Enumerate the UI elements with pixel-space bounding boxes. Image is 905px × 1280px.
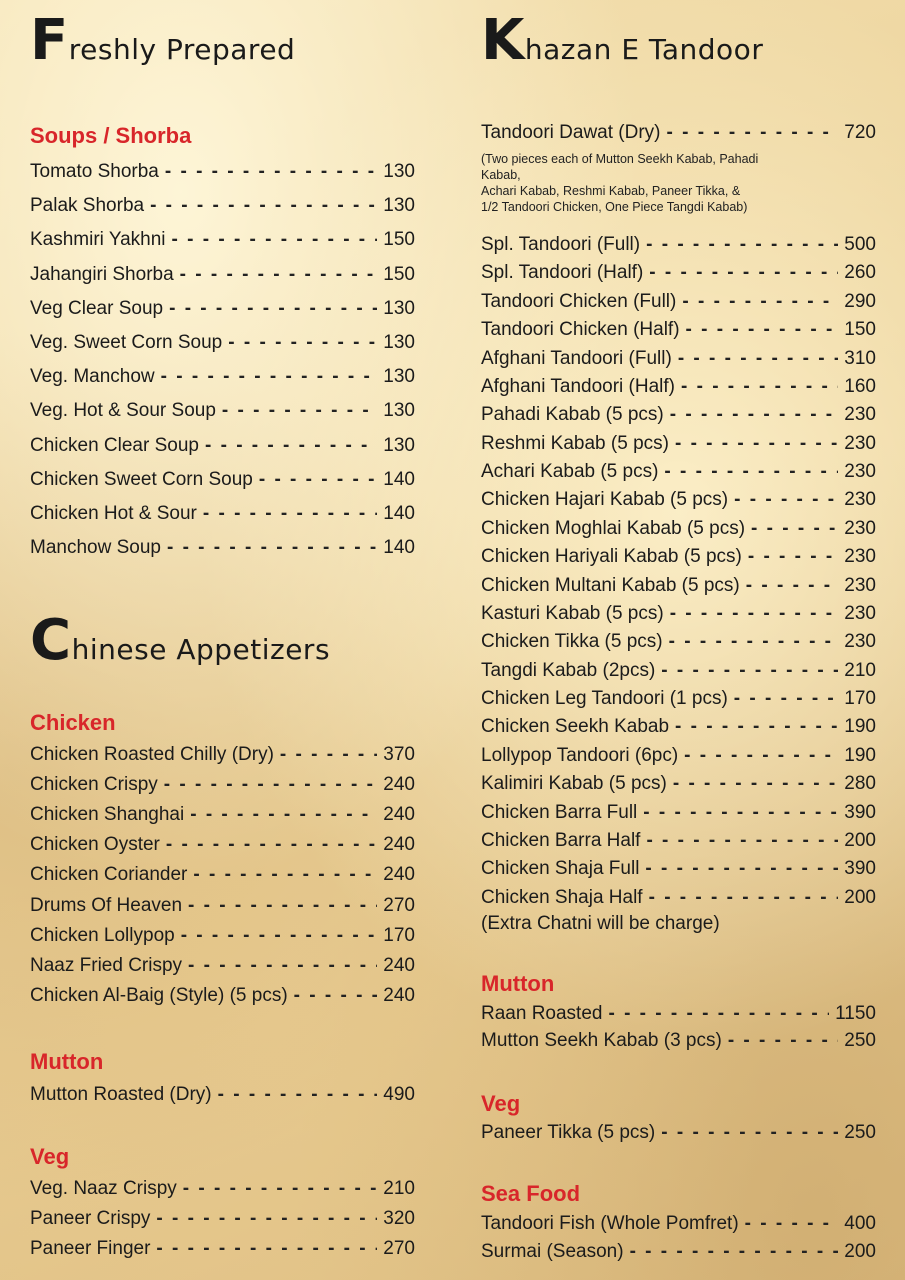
- leader-dots: [686, 319, 839, 341]
- menu-item: [481, 233, 876, 257]
- item-name: Chicken Coriander: [30, 864, 188, 886]
- item-price: 230: [844, 631, 876, 653]
- item-price: 190: [844, 744, 876, 766]
- item-price: 200: [844, 829, 876, 851]
- item-price: 210: [844, 659, 876, 681]
- leader-dots: [661, 1122, 838, 1144]
- item-name: Drums Of Heaven: [30, 894, 183, 916]
- menu-item: [30, 536, 415, 560]
- leader-dots: [280, 744, 377, 766]
- item-price: 270: [383, 894, 415, 916]
- leader-dots: [166, 834, 377, 856]
- menu-item: [30, 773, 415, 797]
- leader-dots: [164, 774, 378, 796]
- menu-item: [30, 160, 415, 184]
- item-name: Reshmi Kabab (5 pcs): [481, 432, 669, 454]
- leader-dots: [681, 376, 838, 398]
- item-price: 150: [383, 263, 415, 285]
- item-price: 1150: [835, 1003, 876, 1024]
- item-name: Paneer Tikka (5 pcs): [481, 1122, 656, 1143]
- item-price: 140: [383, 468, 415, 490]
- menu-item: [30, 434, 415, 458]
- leader-dots: [161, 366, 378, 388]
- menu-item: [30, 1083, 415, 1107]
- item-name: Lollypop Tandoori (6pc): [481, 744, 679, 766]
- item-price: 150: [844, 319, 876, 341]
- leader-dots: [746, 575, 839, 597]
- item-name: Palak Shorba: [30, 195, 145, 217]
- leader-dots: [649, 887, 839, 909]
- category-mutton: Mutton: [481, 971, 555, 996]
- menu-item: [481, 801, 876, 825]
- leader-dots: [646, 234, 838, 256]
- item-name: Tandoori Chicken (Full): [481, 290, 677, 312]
- leader-dots: [684, 745, 838, 767]
- menu-item: [30, 263, 415, 287]
- item-price: 170: [844, 688, 876, 710]
- item-price: 230: [844, 517, 876, 539]
- item-name: Chicken Sweet Corn Soup: [30, 468, 253, 490]
- menu-item: [481, 574, 876, 598]
- leader-dots: [180, 264, 378, 286]
- menu-item: [30, 984, 415, 1008]
- item-price: 490: [383, 1084, 415, 1105]
- leader-dots: [188, 895, 377, 917]
- item-price: 210: [383, 1178, 415, 1199]
- menu-item: [481, 1002, 876, 1026]
- item-price: 190: [844, 716, 876, 738]
- menu-item: [30, 365, 415, 389]
- heading-initial: C: [30, 608, 72, 673]
- item-price: 240: [383, 804, 415, 826]
- item-name: Chicken Leg Tandoori (1 pcs): [481, 688, 728, 710]
- menu-item: [30, 194, 415, 218]
- menu-item: [30, 468, 415, 492]
- menu-item: [481, 460, 876, 484]
- item-price: 230: [844, 489, 876, 511]
- note-line: (Two pieces each of Mutton Seekh Kabab, Pahadi: [481, 152, 759, 166]
- leader-dots: [218, 1084, 378, 1106]
- item-name: Mutton Roasted (Dry): [30, 1084, 212, 1105]
- category-veg: Veg: [30, 1144, 70, 1169]
- leader-dots: [643, 802, 838, 824]
- item-name: Tandoori Dawat (Dry): [481, 122, 661, 143]
- item-price: 720: [844, 122, 876, 143]
- heading-rest: hazan E Tandoor: [524, 33, 764, 66]
- menu-item: [481, 432, 876, 456]
- item-name: Pahadi Kabab (5 pcs): [481, 404, 664, 426]
- leader-dots: [661, 660, 838, 682]
- item-price: 500: [844, 234, 876, 255]
- item-price: 370: [383, 744, 415, 765]
- heading-khazan-e-tandoor: [481, 8, 763, 73]
- menu-item: [481, 1212, 876, 1236]
- item-name: Veg Clear Soup: [30, 297, 164, 319]
- menu-item: [30, 399, 415, 423]
- menu-item: [481, 290, 876, 314]
- item-name: Raan Roasted: [481, 1003, 603, 1024]
- menu-item: [481, 886, 876, 910]
- leader-dots: [156, 1238, 377, 1260]
- item-price: 130: [383, 434, 415, 456]
- leader-dots: [294, 985, 378, 1007]
- item-name: Chicken Multani Kabab (5 pcs): [481, 574, 740, 596]
- item-name: Tandoori Chicken (Half): [481, 319, 680, 341]
- item-name: Chicken Barra Full: [481, 801, 638, 823]
- item-name: Kalimiri Kabab (5 pcs): [481, 773, 667, 795]
- item-name: Chicken Oyster: [30, 834, 160, 856]
- leader-dots: [203, 503, 377, 525]
- item-name: Jahangiri Shorba: [30, 263, 174, 285]
- item-price: 200: [844, 1241, 876, 1262]
- leader-dots: [165, 161, 377, 183]
- leader-dots: [751, 518, 838, 540]
- menu-item: [481, 545, 876, 569]
- item-name: Tangdi Kabab (2pcs): [481, 659, 656, 681]
- item-name: Chicken Hot & Sour: [30, 503, 197, 524]
- item-name: Paneer Finger: [30, 1238, 151, 1259]
- leader-dots: [169, 298, 377, 320]
- menu-item: [481, 517, 876, 541]
- item-name: Chicken Roasted Chilly (Dry): [30, 744, 274, 765]
- item-price: 230: [844, 404, 876, 426]
- heading-rest: reshly Prepared: [68, 33, 296, 66]
- item-price: 240: [383, 864, 415, 886]
- item-price: 290: [844, 290, 876, 312]
- leader-dots: [670, 404, 839, 426]
- item-name: Achari Kabab (5 pcs): [481, 461, 659, 483]
- menu-item: [30, 1237, 415, 1261]
- item-name: Manchow Soup: [30, 537, 161, 559]
- item-name: Chicken Shanghai: [30, 804, 185, 826]
- item-price: 130: [383, 400, 415, 422]
- item-price: 250: [844, 1122, 876, 1143]
- menu-item: [481, 715, 876, 739]
- leader-dots: [181, 925, 378, 947]
- item-name: Tomato Shorba: [30, 161, 159, 182]
- item-price: 400: [844, 1213, 876, 1234]
- item-price: 250: [844, 1030, 876, 1051]
- menu-item: [30, 228, 415, 252]
- item-name: Chicken Clear Soup: [30, 434, 199, 456]
- menu-item: [30, 1177, 415, 1201]
- category-sea-food: Sea Food: [481, 1181, 581, 1206]
- note-line: Kabab,: [481, 168, 521, 182]
- leader-dots: [675, 433, 838, 455]
- heading-rest: hinese Appetizers: [71, 633, 331, 666]
- heading-freshly-prepared: [30, 8, 295, 73]
- item-name: Kashmiri Yakhni: [30, 229, 166, 251]
- menu-item: [481, 261, 876, 285]
- item-name: Chicken Hajari Kabab (5 pcs): [481, 489, 729, 511]
- chatni-note: (Extra Chatni will be charge): [481, 913, 720, 934]
- item-name: Kasturi Kabab (5 pcs): [481, 602, 664, 624]
- leader-dots: [608, 1003, 829, 1025]
- item-price: 240: [383, 954, 415, 976]
- item-price: 230: [844, 461, 876, 483]
- menu-item: [481, 687, 876, 711]
- menu-item: [481, 744, 876, 768]
- leader-dots: [205, 435, 377, 457]
- item-name: Chicken Lollypop: [30, 924, 175, 946]
- item-price: 240: [383, 834, 415, 856]
- menu-item: [30, 863, 415, 887]
- menu-item: [481, 659, 876, 683]
- item-price: 230: [844, 546, 876, 568]
- item-price: 390: [844, 801, 876, 823]
- item-price: 130: [383, 297, 415, 319]
- item-price: 130: [383, 195, 415, 217]
- menu-item: [481, 347, 876, 371]
- item-price: 150: [383, 229, 415, 251]
- item-name: Chicken Al-Baig (Style) (5 pcs): [30, 984, 288, 1006]
- menu-item: [30, 803, 415, 827]
- item-price: 240: [383, 774, 415, 796]
- leader-dots: [228, 332, 377, 354]
- leader-dots: [259, 469, 377, 491]
- leader-dots: [190, 804, 377, 826]
- leader-dots: [673, 773, 838, 795]
- leader-dots: [167, 537, 377, 559]
- leader-dots: [678, 348, 838, 370]
- menu-item: [481, 630, 876, 654]
- menu-item: [30, 502, 415, 526]
- menu-item: [30, 743, 415, 767]
- item-price: 260: [844, 262, 876, 284]
- menu-item: [481, 121, 876, 145]
- menu-item: [481, 1029, 876, 1053]
- item-price: 270: [383, 1238, 415, 1259]
- leader-dots: [172, 229, 378, 251]
- item-price: 230: [844, 574, 876, 596]
- item-price: 230: [844, 432, 876, 454]
- leader-dots: [734, 489, 838, 511]
- category-chicken: Chicken: [30, 710, 116, 735]
- item-name: Naaz Fried Crispy: [30, 954, 183, 976]
- menu-item: [481, 318, 876, 342]
- menu-item: [481, 602, 876, 626]
- item-price: 390: [844, 858, 876, 880]
- item-price: 200: [844, 886, 876, 908]
- leader-dots: [646, 830, 838, 852]
- leader-dots: [150, 195, 377, 217]
- item-name: Veg. Naaz Crispy: [30, 1178, 177, 1199]
- leader-dots: [682, 291, 838, 313]
- menu-item: [481, 1240, 876, 1264]
- item-name: Paneer Crispy: [30, 1208, 151, 1229]
- item-name: Chicken Shaja Half: [481, 886, 643, 908]
- item-name: Veg. Sweet Corn Soup: [30, 332, 223, 353]
- heading-chinese-appetizers: [30, 608, 330, 673]
- leader-dots: [193, 864, 377, 886]
- item-price: 160: [844, 375, 876, 397]
- leader-dots: [664, 461, 838, 483]
- leader-dots: [183, 1178, 378, 1200]
- item-price: 130: [383, 161, 415, 182]
- item-name: Tandoori Fish (Whole Pomfret): [481, 1213, 739, 1234]
- leader-dots: [748, 546, 838, 568]
- item-name: Chicken Tikka (5 pcs): [481, 631, 663, 653]
- menu-item: [30, 331, 415, 355]
- heading-initial: F: [30, 8, 69, 73]
- menu-item: [30, 894, 415, 918]
- leader-dots: [670, 603, 839, 625]
- item-price: 310: [844, 347, 876, 369]
- menu-item: [481, 772, 876, 796]
- dawat-description: [481, 151, 871, 215]
- menu-item: [481, 375, 876, 399]
- item-price: 170: [383, 924, 415, 946]
- category-soups-shorba: Soups / Shorba: [30, 123, 192, 148]
- leader-dots: [669, 631, 839, 653]
- item-name: Veg. Manchow: [30, 366, 155, 388]
- item-name: Chicken Shaja Full: [481, 858, 640, 880]
- note-line: 1/2 Tandoori Chicken, One Piece Tangdi Kabab): [481, 200, 748, 214]
- item-price: 230: [844, 602, 876, 624]
- leader-dots: [649, 262, 838, 284]
- category-mutton: Mutton: [30, 1049, 104, 1074]
- item-name: Spl. Tandoori (Full): [481, 234, 641, 255]
- item-name: Surmai (Season): [481, 1241, 624, 1262]
- item-name: Chicken Seekh Kabab: [481, 716, 670, 738]
- leader-dots: [645, 858, 838, 880]
- leader-dots: [728, 1030, 838, 1052]
- menu-item: [30, 924, 415, 948]
- leader-dots: [222, 400, 377, 422]
- leader-dots: [675, 716, 838, 738]
- leader-dots: [630, 1241, 839, 1263]
- menu-item: [481, 1121, 876, 1145]
- leader-dots: [188, 955, 377, 977]
- leader-dots: [156, 1208, 377, 1230]
- item-price: 140: [383, 537, 415, 559]
- item-price: 130: [383, 332, 415, 353]
- menu-item: [30, 833, 415, 857]
- menu-item: [30, 954, 415, 978]
- menu-item: [481, 857, 876, 881]
- item-name: Afghani Tandoori (Half): [481, 375, 675, 397]
- item-name: Chicken Barra Half: [481, 829, 641, 851]
- item-name: Spl. Tandoori (Half): [481, 262, 644, 284]
- menu-item: [481, 488, 876, 512]
- category-veg: Veg: [481, 1091, 521, 1116]
- leader-dots: [734, 688, 839, 710]
- item-price: 240: [383, 984, 415, 1006]
- item-name: Chicken Crispy: [30, 774, 158, 796]
- item-price: 140: [383, 503, 415, 524]
- leader-dots: [745, 1213, 839, 1235]
- menu-item: [481, 403, 876, 427]
- item-name: Chicken Moghlai Kabab (5 pcs): [481, 517, 746, 539]
- menu-item: [481, 829, 876, 853]
- menu-item: [30, 1207, 415, 1231]
- item-name: Mutton Seekh Kabab (3 pcs): [481, 1030, 722, 1051]
- item-name: Afghani Tandoori (Full): [481, 347, 672, 369]
- item-price: 280: [844, 773, 876, 795]
- heading-initial: K: [481, 8, 525, 73]
- item-price: 320: [383, 1208, 415, 1229]
- menu-item: [30, 297, 415, 321]
- item-name: Veg. Hot & Sour Soup: [30, 400, 216, 422]
- note-line: Achari Kabab, Reshmi Kabab, Paneer Tikka, &: [481, 184, 741, 198]
- item-name: Chicken Hariyali Kabab (5 pcs): [481, 546, 742, 568]
- item-price: 130: [383, 366, 415, 388]
- leader-dots: [667, 122, 839, 144]
